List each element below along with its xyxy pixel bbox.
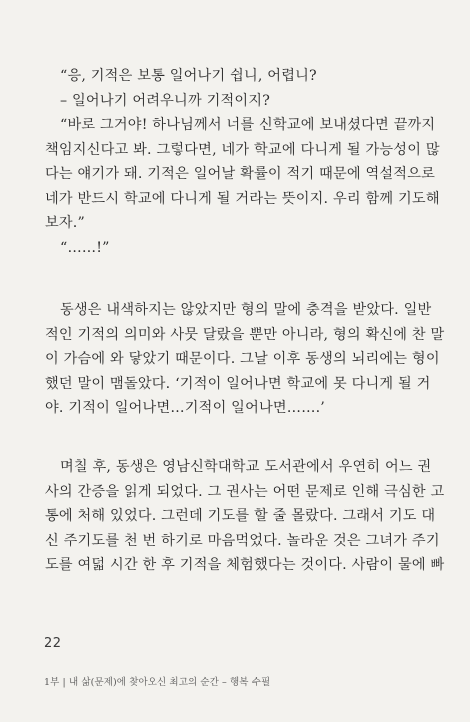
dialog-line: 네가 반드시 학교에 다니게 될 거라는 뜻이지. 우리 함께 기도해 (45, 190, 440, 207)
running-footer: 1부 | 내 삶(문제)에 찾아오신 최고의 순간 – 행복 수필 (44, 677, 271, 688)
paragraph-line: 통에 처해 있었다. 그런데 기도를 할 줄 몰랐다. 그래서 기도 대 (45, 508, 436, 524)
paragraph-line: 이 가슴에 와 닿았기 때문이다. 그날 이후 동생의 뇌리에는 형이 (45, 351, 440, 367)
dialog-line: 보자.” (45, 215, 85, 231)
paragraph-line: 동생은 내색하지는 않았지만 형의 말에 충격을 받았다. 일반 (60, 302, 432, 318)
paragraph-line: 며칠 후, 동생은 영남신학대학교 도서관에서 우연히 어느 권 (60, 459, 432, 475)
dialog-line: 책임지신다고 봐. 그렇다면, 네가 학교에 다니게 될 가능성이 많 (45, 141, 440, 158)
page-number: 22 (44, 636, 62, 651)
paragraph-line: 야. 기적이 일어나면…기적이 일어나면…….’ (45, 400, 325, 416)
paragraph-line: 사의 간증을 읽게 되었다. 그 권사는 어떤 문제로 인해 극심한 고 (45, 483, 445, 500)
dialog-line: “……!” (60, 239, 110, 256)
dialog-line: 다는 얘기가 돼. 기적은 일어날 확률이 적기 때문에 역설적으로 (45, 166, 436, 182)
dialog-line: “바로 그거야! 하나님께서 너를 신학교에 보내셨다면 끝까지 (60, 117, 436, 133)
paragraph-2 (45, 455, 445, 578)
dialog-line: – 일어나기 어려우니까 기적이지? (60, 92, 270, 109)
dialog-block (45, 64, 440, 260)
paragraph-line: 적인 기적의 의미와 사뭇 달랐을 뿐만 아니라, 형의 확신에 찬 말 (45, 326, 445, 343)
dialog-line: “응, 기적은 보통 일어나기 쉽니, 어렵니? (60, 68, 317, 84)
paragraph-line: 도를 여덟 시간 한 후 기적을 체험했다는 것이다. 사람이 물에 빠 (45, 557, 445, 573)
paragraph-line: 했던 말이 맴돌았다. ‘기적이 일어나면 학교에 못 다니게 될 거 (45, 375, 431, 392)
paragraph-1 (45, 298, 445, 421)
paragraph-line: 신 주기도를 천 번 하기로 마음먹었다. 놀라운 것은 그녀가 주기 (45, 532, 440, 549)
